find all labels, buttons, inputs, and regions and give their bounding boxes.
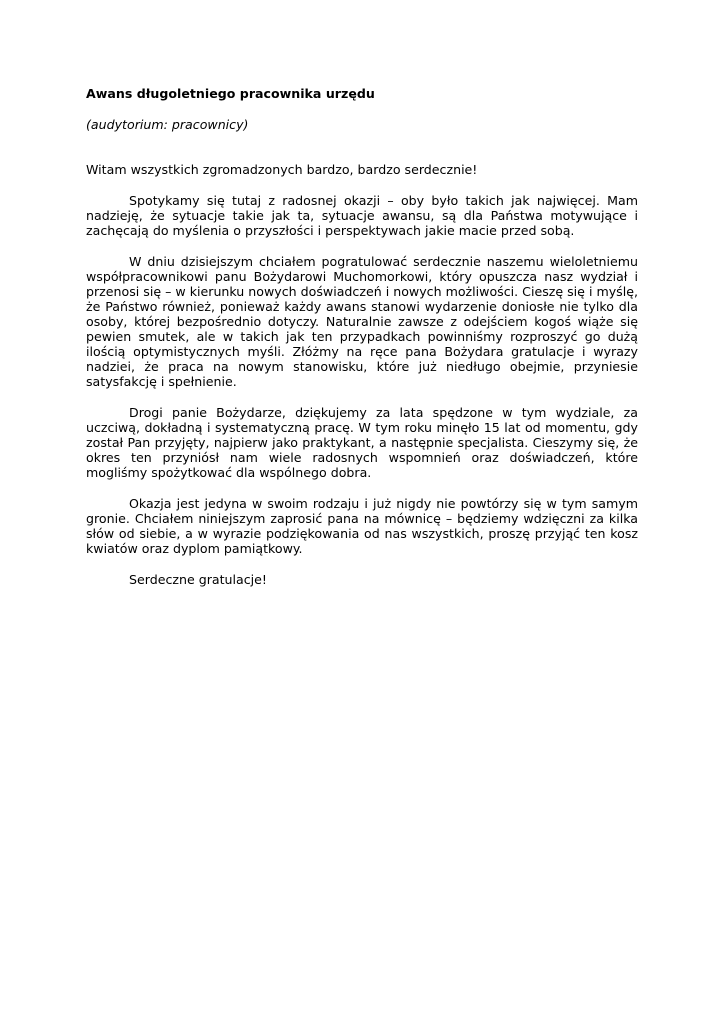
paragraph-1: Spotykamy się tutaj z radosnej okazji – oby było takich jak najwięcej. Mam nadzieję, że sytuacje takie jak ta, sytuacje awansu, są dla Państwa motywujące i zachęcają do myślenia o przyszłości i perspektywach jakie macie przed sobą. bbox=[86, 193, 638, 238]
paragraph-4: Okazja jest jedyna w swoim rodzaju i już nigdy nie powtórzy się w tym samym gronie. Chciałem niniejszym zaprosić pana na mównicę – będziemy wdzięczni za kilka słów od siebie, a w wyrazie podziękowania od nas wszystkich, proszę przyjąć ten kosz kwiatów oraz dyplom pamiątkowy. bbox=[86, 496, 638, 556]
document-page bbox=[86, 86, 638, 587]
document-title: Awans długoletniego pracownika urzędu bbox=[86, 86, 375, 101]
greeting-line: Witam wszystkich zgromadzonych bardzo, bardzo serdecznie! bbox=[86, 162, 478, 177]
closing-line: Serdeczne gratulacje! bbox=[129, 572, 267, 587]
paragraph-2: W dniu dzisiejszym chciałem pogratulować serdecznie naszemu wieloletniemu współpracownikowi panu Bożydarowi Muchomorkowi, który opuszcza nasz wydział i przenosi się – w kierunku nowych doświadczeń i nowych możliwości. Cieszę się i myślę, że Państwo również, ponieważ każdy awans stanowi wydarzenie doniosłe nie tylko dla osoby, której bezpośrednio dotyczy. Naturalnie zawsze z odejściem kogoś wiąże się pewien smutek, ale w takich jak ten przypadkach powinniśmy rozproszyć go dużą ilością optymistycznych myśli. Złóżmy na ręce pana Bożydara gratulacje i wyrazy nadziei, że praca na nowym stanowisku, które już niedługo obejmie, przyniesie satysfakcję i spełnienie. bbox=[86, 254, 638, 389]
paragraph-3: Drogi panie Bożydarze, dziękujemy za lata spędzone w tym wydziale, za uczciwą, dokładną i systematyczną pracę. W tym roku minęło 15 lat od momentu, gdy został Pan przyjęty, najpierw jako praktykant, a następnie specjalista. Cieszymy się, że okres ten przyniósł nam wiele radosnych wspomnień oraz doświadczeń, które mogliśmy spożytkować dla wspólnego dobra. bbox=[86, 405, 638, 480]
document-subtitle: (audytorium: pracownicy) bbox=[86, 117, 249, 132]
